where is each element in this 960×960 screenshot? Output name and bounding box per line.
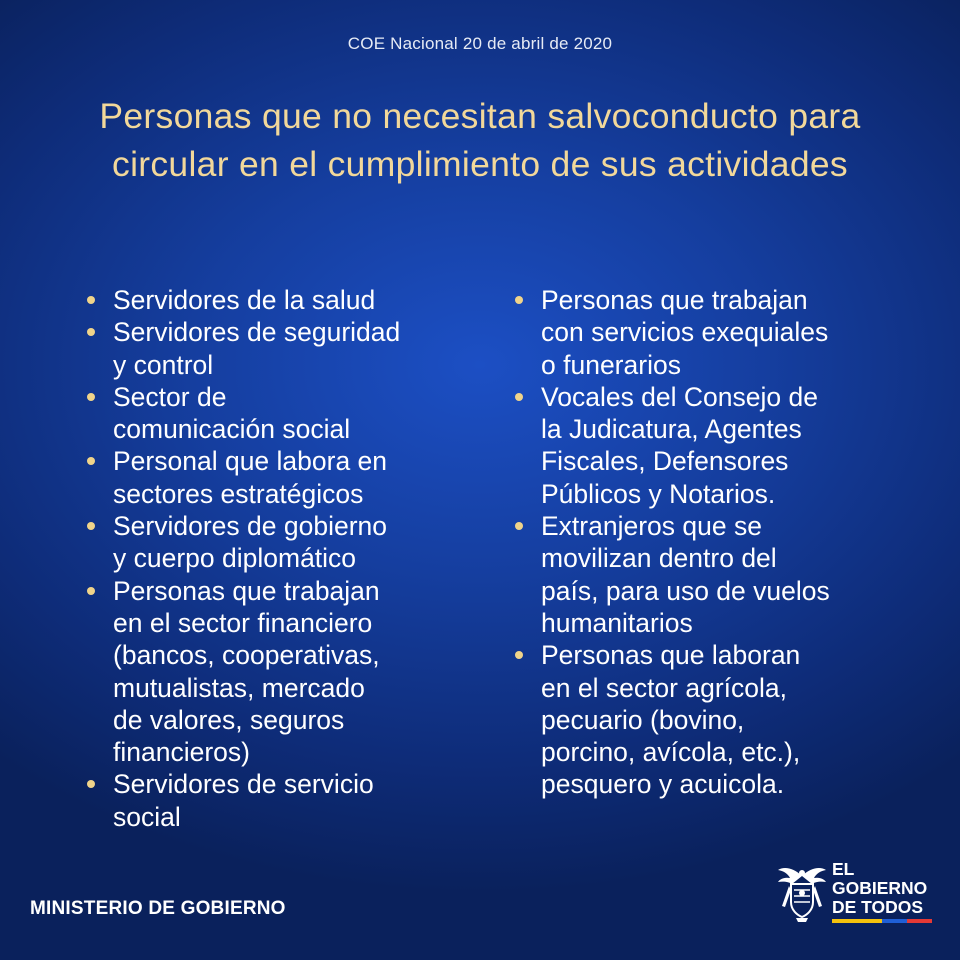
header-date: COE Nacional 20 de abril de 2020 bbox=[347, 34, 613, 53]
list-item-text bbox=[113, 381, 484, 446]
brand-line: DE TODOS bbox=[832, 897, 924, 917]
list-item bbox=[512, 381, 932, 510]
bullet-icon bbox=[515, 651, 523, 659]
list-item-line: financieros) bbox=[113, 737, 250, 768]
list-item-line: comunicación social bbox=[113, 414, 351, 445]
list-item-text bbox=[113, 445, 484, 510]
list-item-line: y control bbox=[113, 349, 214, 380]
list-item-line: con servicios exequiales bbox=[541, 317, 829, 348]
list-item-line: Servidores de la salud bbox=[113, 285, 376, 315]
list-item-text bbox=[113, 284, 484, 316]
bullet-icon bbox=[87, 522, 95, 530]
page-title bbox=[40, 92, 920, 188]
list-item-line: Servidores de servicio bbox=[113, 769, 374, 800]
list-item-line: Personal que labora en bbox=[113, 446, 388, 477]
list-item bbox=[84, 284, 484, 316]
flag-blue-stripe bbox=[882, 919, 907, 923]
list-item-line: movilizan dentro del bbox=[541, 543, 777, 574]
bullet-icon bbox=[87, 457, 95, 465]
list-item-line: Sector de bbox=[113, 381, 227, 412]
left-column-list bbox=[84, 284, 484, 833]
right-column-list bbox=[512, 284, 932, 801]
list-item-line: porcino, avícola, etc.), bbox=[541, 737, 801, 768]
list-item-text bbox=[541, 284, 932, 381]
list-item-line: pecuario (bovino, bbox=[541, 704, 745, 735]
list-item bbox=[512, 510, 932, 639]
list-item-line: sectores estratégicos bbox=[113, 478, 364, 509]
list-item bbox=[84, 768, 484, 833]
title-line: circular en el cumplimiento de sus actividades bbox=[112, 144, 848, 184]
list-item-line: humanitarios bbox=[541, 607, 693, 638]
ministry-label: MINISTERIO DE GOBIERNO bbox=[30, 898, 286, 919]
list-item bbox=[84, 316, 484, 381]
list-item-line: Personas que laboran bbox=[541, 640, 801, 671]
ecuador-coat-of-arms-icon bbox=[776, 862, 828, 924]
flag-red-stripe bbox=[907, 919, 932, 923]
bullet-icon bbox=[515, 296, 523, 304]
list-item bbox=[512, 284, 932, 381]
list-item bbox=[84, 575, 484, 769]
list-item bbox=[84, 381, 484, 446]
brand-line: EL bbox=[832, 859, 855, 879]
list-item-line: país, para uso de vuelos bbox=[541, 575, 830, 606]
list-item-line: Públicos y Notarios. bbox=[541, 478, 776, 509]
list-item-text bbox=[541, 510, 932, 639]
flag-yellow-stripe bbox=[832, 919, 882, 923]
list-item-line: en el sector agrícola, bbox=[541, 672, 787, 703]
list-item-line: social bbox=[113, 801, 181, 832]
bullet-icon bbox=[515, 522, 523, 530]
list-item bbox=[512, 639, 932, 800]
list-item bbox=[84, 445, 484, 510]
list-item-text bbox=[113, 575, 484, 769]
bullet-icon bbox=[87, 393, 95, 401]
list-item-line: de valores, seguros bbox=[113, 704, 345, 735]
brand-text bbox=[832, 860, 927, 917]
bullet-icon bbox=[87, 328, 95, 336]
brand-logo bbox=[776, 860, 940, 926]
bullet-icon bbox=[87, 296, 95, 304]
list-item-line: Vocales del Consejo de bbox=[541, 381, 818, 412]
list-item-line: Servidores de gobierno bbox=[113, 511, 388, 542]
list-item-line: Servidores de seguridad bbox=[113, 317, 401, 348]
list-item-line: o funerarios bbox=[541, 349, 681, 380]
bullet-icon bbox=[87, 587, 95, 595]
list-item-line: en el sector financiero bbox=[113, 607, 373, 638]
list-item-line: y cuerpo diplomático bbox=[113, 543, 357, 574]
list-item-line: la Judicatura, Agentes bbox=[541, 414, 802, 445]
list-item-line: Personas que trabajan bbox=[113, 575, 380, 606]
brand-line: GOBIERNO bbox=[832, 878, 928, 898]
list-item-text bbox=[541, 381, 932, 510]
list-item-line: Extranjeros que se bbox=[541, 511, 762, 542]
list-item-line: Personas que trabajan bbox=[541, 285, 808, 315]
list-item-text bbox=[113, 768, 484, 833]
list-item-line: Fiscales, Defensores bbox=[541, 446, 789, 477]
list-item-line: (bancos, cooperativas, bbox=[113, 640, 380, 671]
list-item-line: mutualistas, mercado bbox=[113, 672, 365, 703]
list-item-text bbox=[113, 510, 484, 575]
title-line: Personas que no necesitan salvoconducto para bbox=[99, 96, 861, 136]
bullet-icon bbox=[515, 393, 523, 401]
bullet-icon bbox=[87, 780, 95, 788]
list-item-text bbox=[541, 639, 932, 800]
list-item bbox=[84, 510, 484, 575]
list-item-text bbox=[113, 316, 484, 381]
list-item-line: pesquero y acuicola. bbox=[541, 769, 785, 800]
flag-color-bar bbox=[832, 919, 932, 923]
